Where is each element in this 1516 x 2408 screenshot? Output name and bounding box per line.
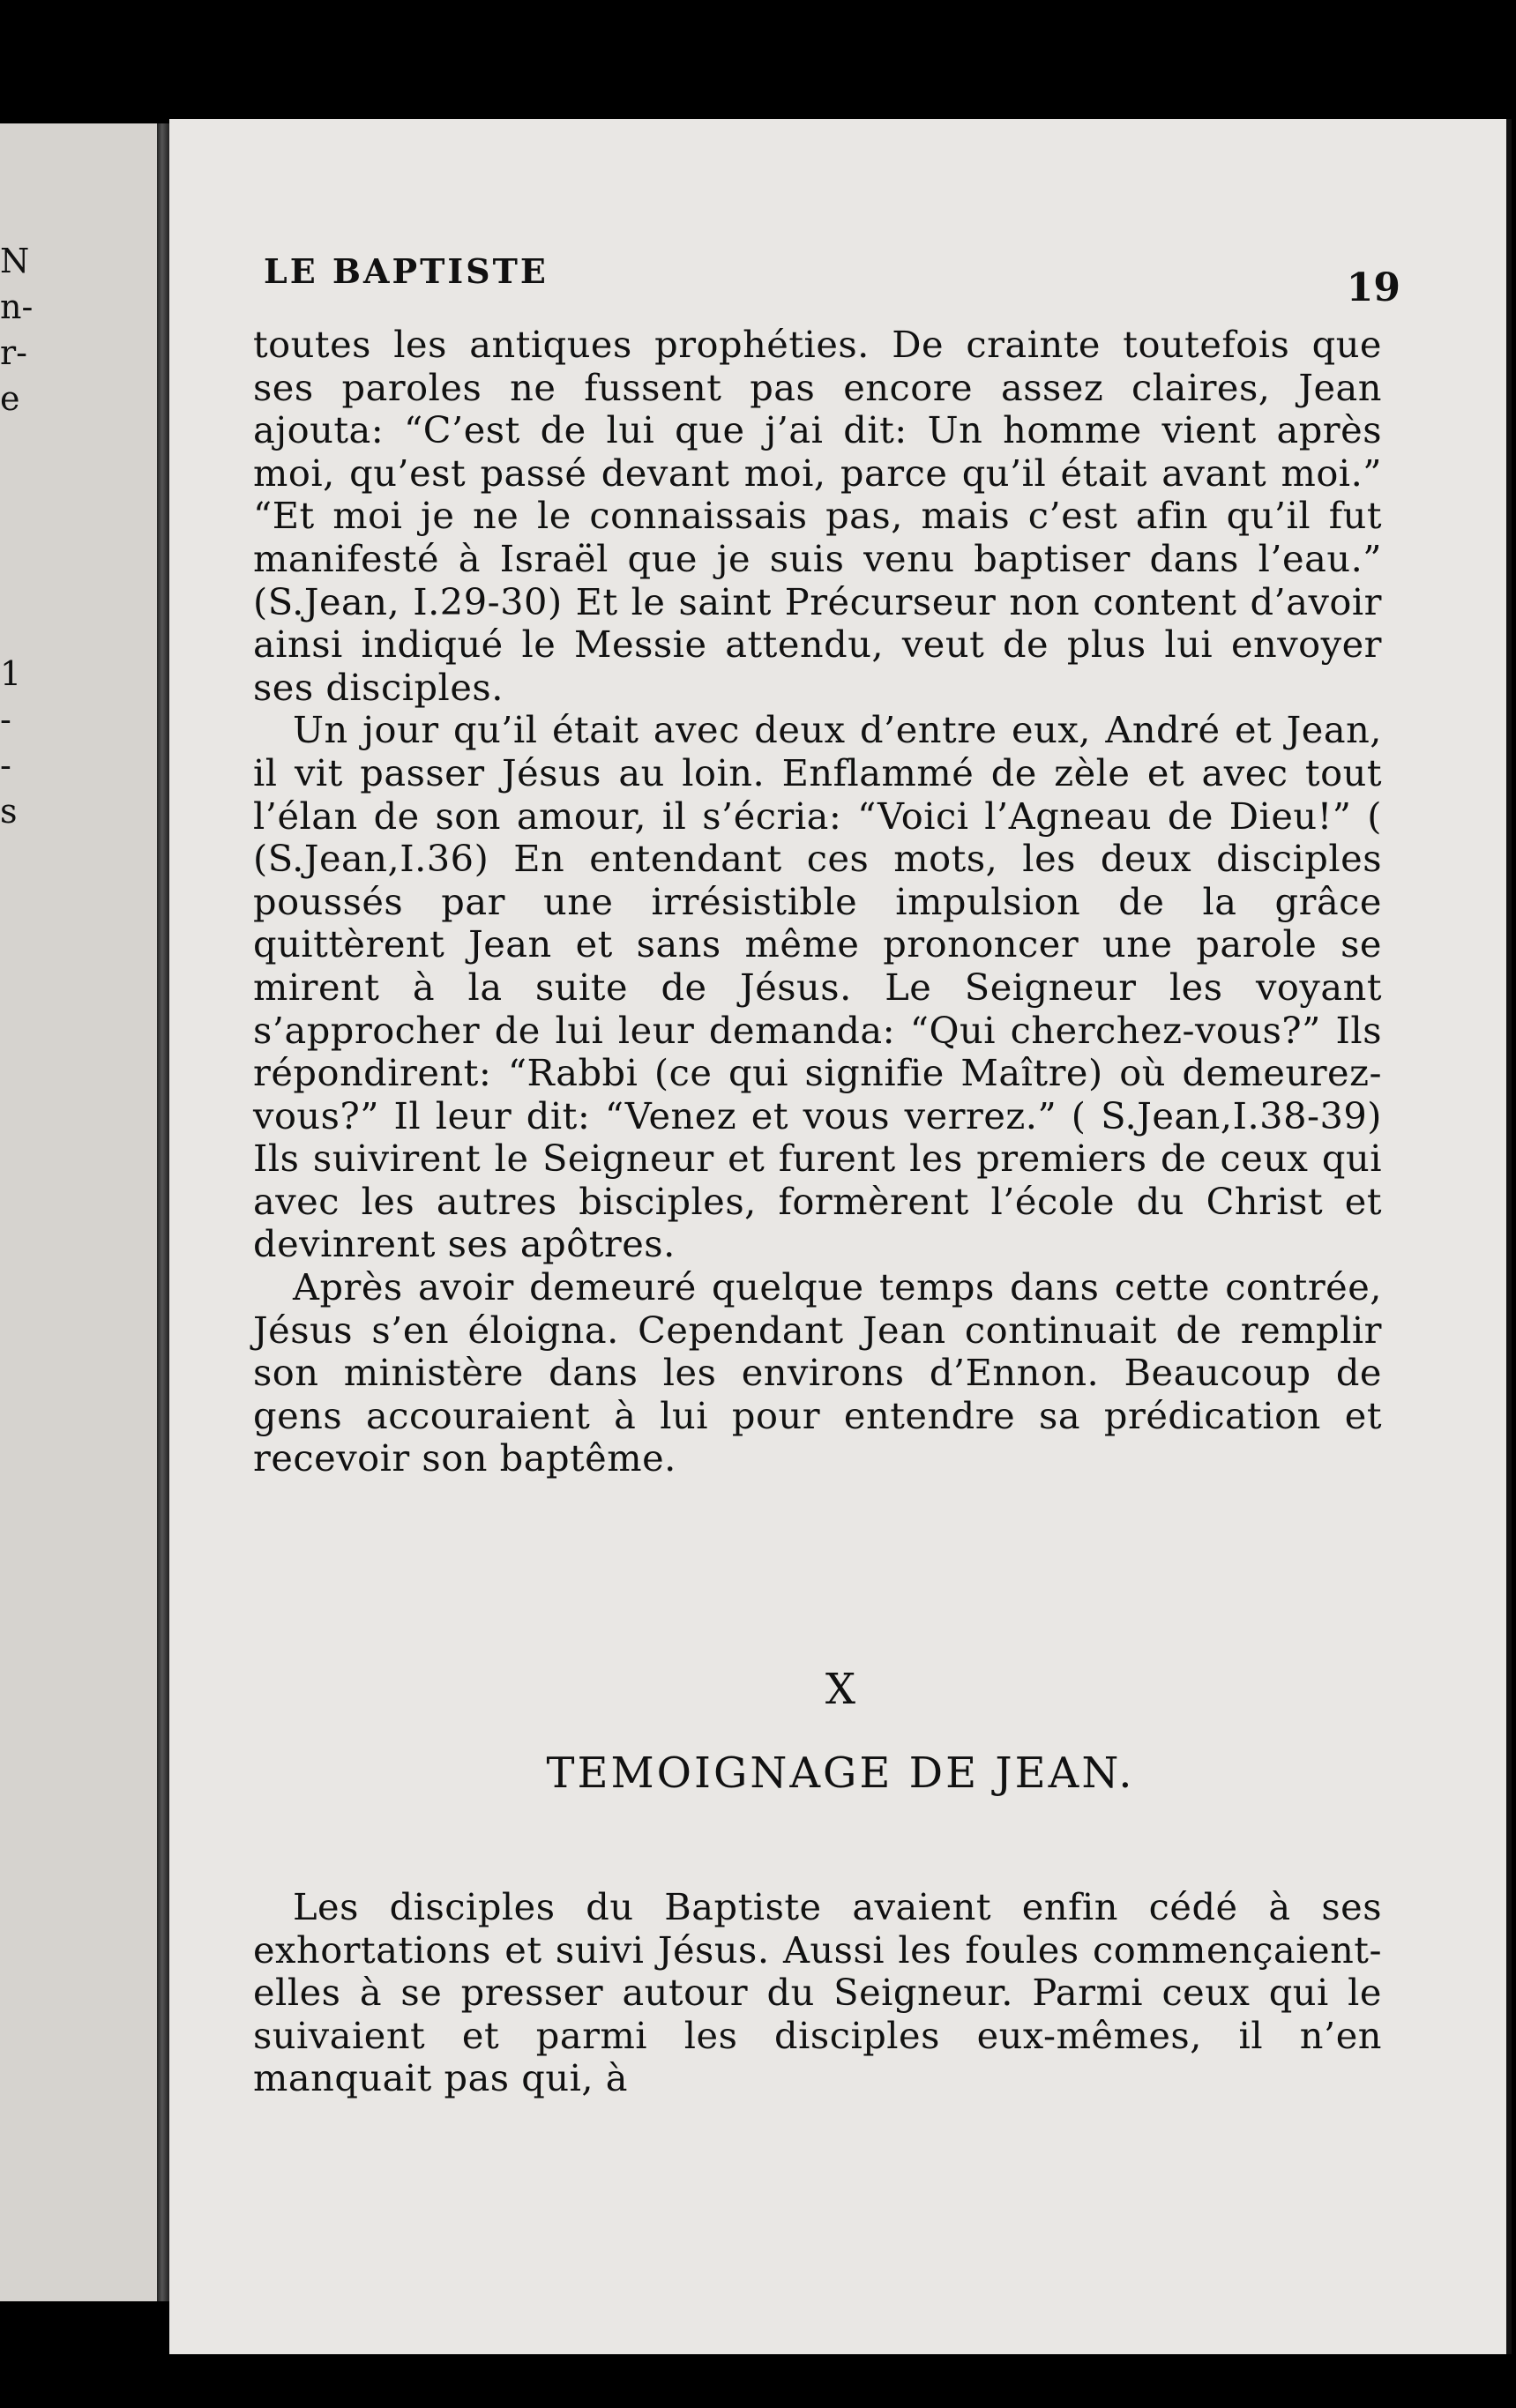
page-number: 19 [1346,265,1400,310]
running-head: LE BAPTISTE [264,251,549,291]
left-letter: s [0,792,18,831]
book-page [169,119,1512,2354]
left-letter: - [0,700,11,739]
body-text [253,324,1382,1480]
book-spine [157,123,169,2301]
section-heading: TEMOIGNAGE DE JEAN. [546,1748,1135,1798]
left-letter: e [0,379,20,418]
left-letter: n- [0,287,34,326]
section-numeral: X [825,1665,856,1714]
left-letter: 1 [0,654,22,693]
body-text-2 [253,1886,1382,2100]
paragraph: Un jour qu’il était avec deux d’entre eux, André et Jean, il vit passer Jésus au loin. Enflammé de zèle et avec tout l’élan de son amour, il s’écria: “Voici l’Agneau de Dieu!” ( (S.Jean,I.36) En entendant ces mots, les deux disciples poussés par une irrésistible impulsion de la grâce quittèrent Jean et sans même prononcer une parole se mirent à la suite de Jésus. Le Seigneur les voyant s’approcher de lui leur demanda: “Qui cherchez-vous?” Ils répondirent: “Rabbi (ce qui signifie Maître) où demeurez-vous?” Il leur dit: “Venez et vous verrez.” ( S.Jean,I.38-39) Ils suivirent le Seigneur et furent les premiers de ceux qui avec les autres bisciples, formèrent l’école du Christ et devinrent ses apôtres. [253,708,1382,1266]
paragraph: Les disciples du Baptiste avaient enfin cédé à ses exhortations et suivi Jésus. Aussi les foules commençaient-elles à se presser autour du Seigneur. Parmi ceux qui le suivaient et parmi les disciples eux-mêmes, il n’en manquait pas qui, à [253,1885,1382,2100]
left-letter: - [0,746,11,785]
paragraph: Après avoir demeuré quelque temps dans cette contrée, Jésus s’en éloigna. Cependant Jean continuait de remplir son ministère dans les environs d’Ennon. Beaucoup de gens accouraient à lui pour entendre sa prédication et recevoir son baptême. [253,1265,1382,1480]
left-letter: N [0,242,30,280]
left-page-letters [0,238,34,834]
left-letter: r- [0,333,28,372]
paragraph: toutes les antiques prophéties. De crainte toutefois que ses paroles ne fussent pas encore assez claires, Jean ajouta: “C’est de lui que j’ai dit: Un homme vient après moi, qu’est passé devant moi, parce qu’il était avant moi.” “Et moi je ne le connaissais pas, mais c’est afin qu’il fut manifesté à Israël que je suis venu baptiser dans l’eau.” (S.Jean, I.29-30) Et le saint Précurseur non content d’avoir ainsi indiqué le Messie attendu, veut de plus lui envoyer ses disciples. [253,323,1382,709]
